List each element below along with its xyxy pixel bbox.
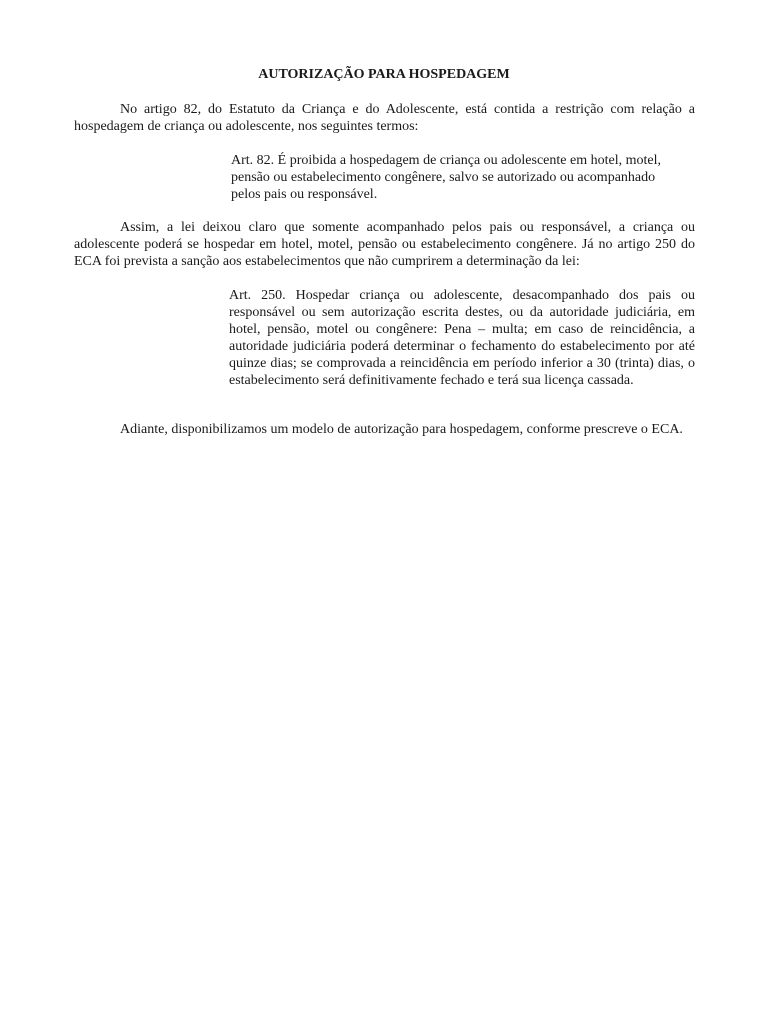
article-250-quote: Art. 250. Hospedar criança ou adolescente, desacompanhado dos pais ou responsável ou sem autorização escrita destes, ou da autoridade judiciária, em hotel, pensão, motel ou congênere: Pena – multa; em caso de reincidência, a autoridade judiciária poderá determinar o fechamento do estabelecimento por até quinze dias; se comprovada a reincidência em período inferior a 30 (trinta) dias, o estabelecimento será definitivamente fechado e terá sua licença cassada. bbox=[229, 288, 695, 388]
document-title: AUTORIZAÇÃO PARA HOSPEDAGEM bbox=[258, 67, 510, 82]
explanation-paragraph: Assim, a lei deixou claro que somente acompanhado pelos pais ou responsável, a criança ou adolescente poderá se hospedar em hotel, motel, pensão ou estabelecimento congênere. Já no artigo 250 do ECA foi prevista a sanção aos estabelecimentos que não cumprirem a determinação da lei: bbox=[74, 220, 695, 269]
article-82-quote: Art. 82. É proibida a hospedagem de criança ou adolescente em hotel, motel, pensão ou estabelecimento congênere, salvo se autorizado ou acompanhado pelos pais ou responsável. bbox=[231, 153, 661, 202]
closing-paragraph: Adiante, disponibilizamos um modelo de autorização para hospedagem, conforme prescreve o ECA. bbox=[120, 422, 683, 437]
intro-paragraph: No artigo 82, do Estatuto da Criança e do Adolescente, está contida a restrição com relação a hospedagem de criança ou adolescente, nos seguintes termos: bbox=[74, 102, 695, 134]
